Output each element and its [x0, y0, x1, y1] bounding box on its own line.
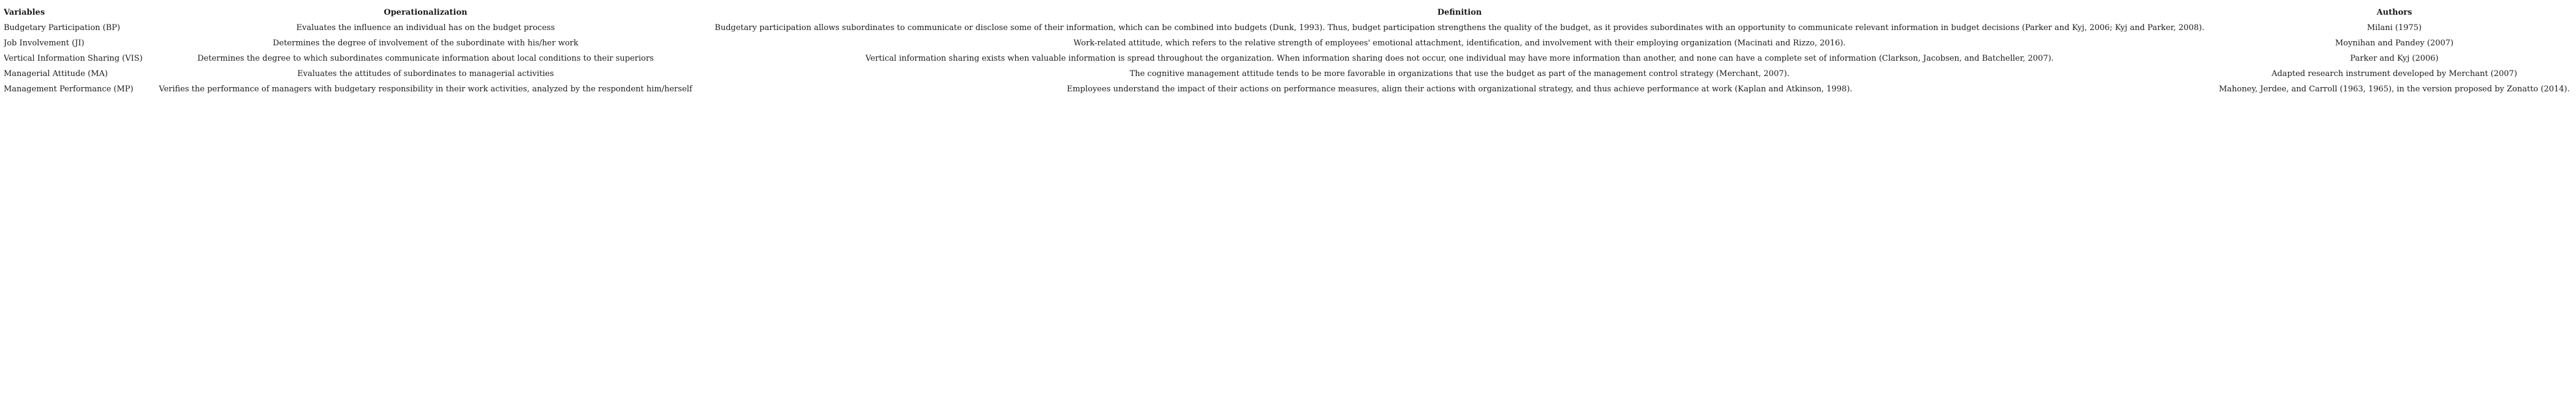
variable-cell: Managerial Attitude (MA): [4, 69, 108, 78]
table-row: [4, 82, 2572, 97]
authors-cell: Parker and Kyj (2006): [2350, 54, 2439, 63]
table-row: [4, 51, 2572, 66]
table-row: [4, 36, 2572, 51]
operationalization-cell: Verifies the performance of managers with budgetary responsibility in their work activities, analyzed by the respondent him/herself: [159, 85, 692, 94]
operationalization-cell: Determines the degree to which subordinates communicate information about local conditions to their superiors: [197, 54, 654, 63]
header-definition: Definition: [1437, 8, 1482, 17]
operationalization-cell: Evaluates the influence an individual has on the budget process: [296, 23, 555, 32]
table-row: [4, 20, 2572, 36]
variables-table: [4, 5, 2572, 97]
definition-cell: Vertical information sharing exists when valuable information is spread throughout the organization. When information sharing does not occur, one individual may have more information than another, and none can have a complete set of information (Clarkson, Jacobsen, and Batcheller, 2007).: [865, 54, 2054, 63]
header-authors: Authors: [2376, 8, 2412, 17]
operationalization-cell: Determines the degree of involvement of the subordinate with his/her work: [273, 39, 578, 48]
header-variables: Variables: [4, 8, 45, 17]
variable-cell: Management Performance (MP): [4, 85, 134, 94]
table-row: [4, 66, 2572, 82]
authors-cell: Mahoney, Jerdee, and Carroll (1963, 1965), in the version proposed by Zonatto (2014).: [2219, 85, 2570, 94]
definition-cell: The cognitive management attitude tends to be more favorable in organizations that use the budget as part of the management control strategy (Merchant, 2007).: [1129, 69, 1790, 78]
table-header: [4, 5, 2572, 20]
definition-cell: Budgetary participation allows subordinates to communicate or disclose some of their information, which can be combined into budgets (Dunk, 1993). Thus, budget participation strengthens the quality of the budget, as it provides subordinates with an opportunity to communicate relevant information in budget decisions (Parker and Kyj, 2006; Kyj and Parker, 2008).: [714, 23, 2205, 32]
authors-cell: Adapted research instrument developed by Merchant (2007): [2271, 69, 2517, 78]
operationalization-cell: Evaluates the attitudes of subordinates to managerial activities: [297, 69, 554, 78]
authors-cell: Milani (1975): [2366, 23, 2422, 32]
definition-cell: Work-related attitude, which refers to the relative strength of employees' emotional attachment, identification, and involvement with their employing organization (Macinati and Rizzo, 2016).: [1073, 39, 1846, 48]
header-row: [4, 5, 2572, 20]
variable-cell: Job Involvement (JI): [4, 39, 85, 48]
definition-cell: Employees understand the impact of their actions on performance measures, align their actions with organizational strategy, and thus achieve performance at work (Kaplan and Atkinson, 1998).: [1066, 85, 1853, 94]
header-operationalization: Operationalization: [384, 8, 468, 17]
variable-cell: Vertical Information Sharing (VIS): [4, 54, 143, 63]
table-body: [4, 20, 2572, 97]
authors-cell: Moynihan and Pandey (2007): [2335, 39, 2454, 48]
variable-cell: Budgetary Participation (BP): [4, 23, 121, 32]
